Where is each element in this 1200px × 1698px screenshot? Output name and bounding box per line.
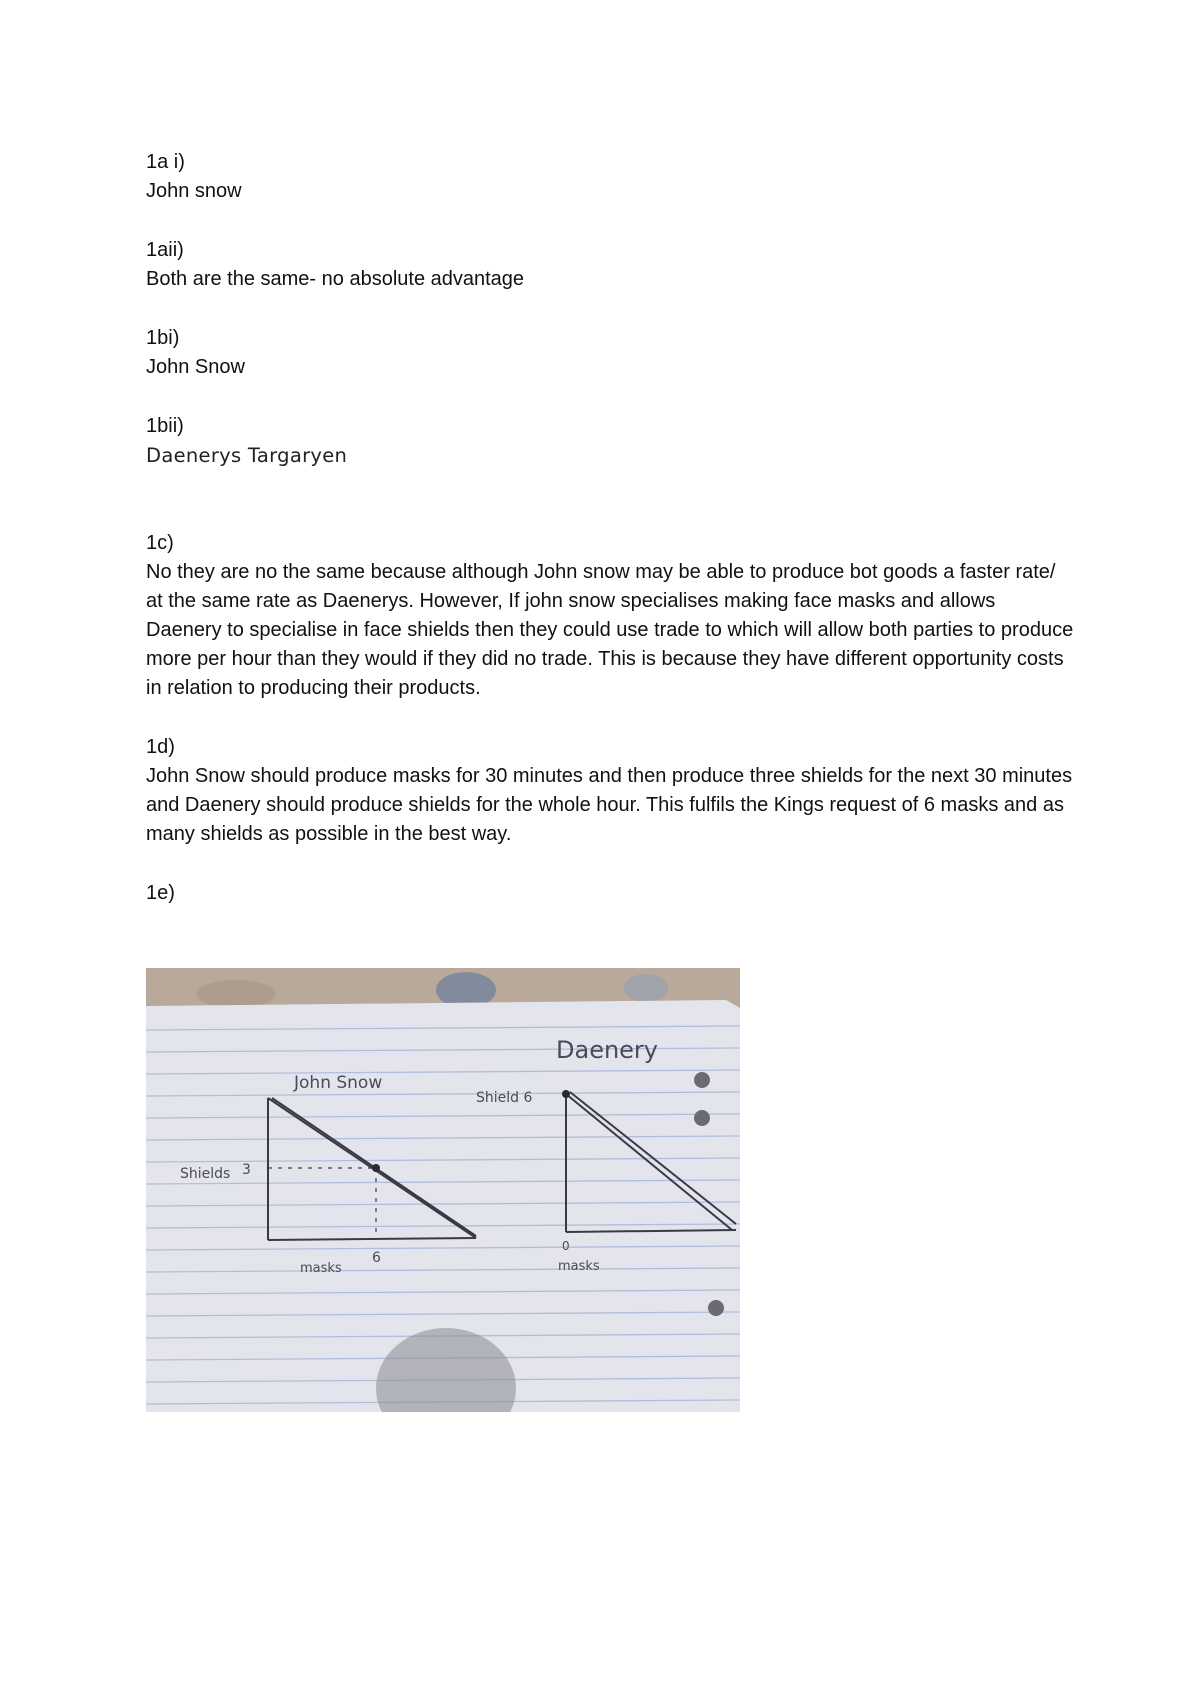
right-graph-title: Daenery <box>556 1036 658 1064</box>
question-label: 1bi) <box>146 327 180 349</box>
answer-1ai <box>146 148 1076 206</box>
answer-1d <box>146 733 1076 849</box>
answer-text: John snow <box>146 180 242 202</box>
answer-1bii <box>146 412 1076 470</box>
right-graph-xlabel: masks <box>558 1259 600 1274</box>
notebook-photo <box>146 968 740 1412</box>
left-graph-ylabel: Shields <box>180 1166 231 1182</box>
answer-1c <box>146 529 1076 703</box>
right-graph-ylabel: Shield 6 <box>476 1090 533 1106</box>
left-graph-y-mark: 3 <box>242 1162 251 1178</box>
question-label: 1c) <box>146 532 174 554</box>
left-graph-title: John Snow <box>294 1073 383 1093</box>
answer-text: No they are no the same because although John snow may be able to produce bot goods a faster rate/ at the same rate as Daenerys. However, If john snow specialises making face masks and allows Daenery to specialise in face shields then they could use trade to which will allow both parties to produce more per hour than they would if they did no trade. This is because they have different opportunity costs in relation to producing their products. <box>146 561 1074 699</box>
question-label: 1a i) <box>146 151 185 173</box>
question-label: 1e) <box>146 882 175 904</box>
question-label: 1aii) <box>146 239 184 261</box>
answer-1aii <box>146 236 1076 294</box>
left-graph-xlabel: masks <box>300 1261 342 1276</box>
answer-1e <box>146 879 1076 908</box>
answer-text: Daenerys Targaryen <box>146 444 348 467</box>
question-label: 1bii) <box>146 415 184 437</box>
answer-1bi <box>146 324 1076 382</box>
answer-text: John Snow should produce masks for 30 minutes and then produce three shields for the next 30 minutes and Daenery should produce shields for the whole hour. This fulfils the Kings request of 6 masks and as many shields as possible in the best way. <box>146 765 1073 845</box>
right-graph-x-origin: 0 <box>562 1239 570 1253</box>
left-graph-x-mark: 6 <box>372 1250 381 1266</box>
hand-drawn-ppf-graphs <box>146 968 740 1412</box>
answer-text: Both are the same- no absolute advantage <box>146 268 525 290</box>
answer-text: John Snow <box>146 356 245 378</box>
question-label: 1d) <box>146 736 175 758</box>
answer-document <box>146 148 1076 938</box>
